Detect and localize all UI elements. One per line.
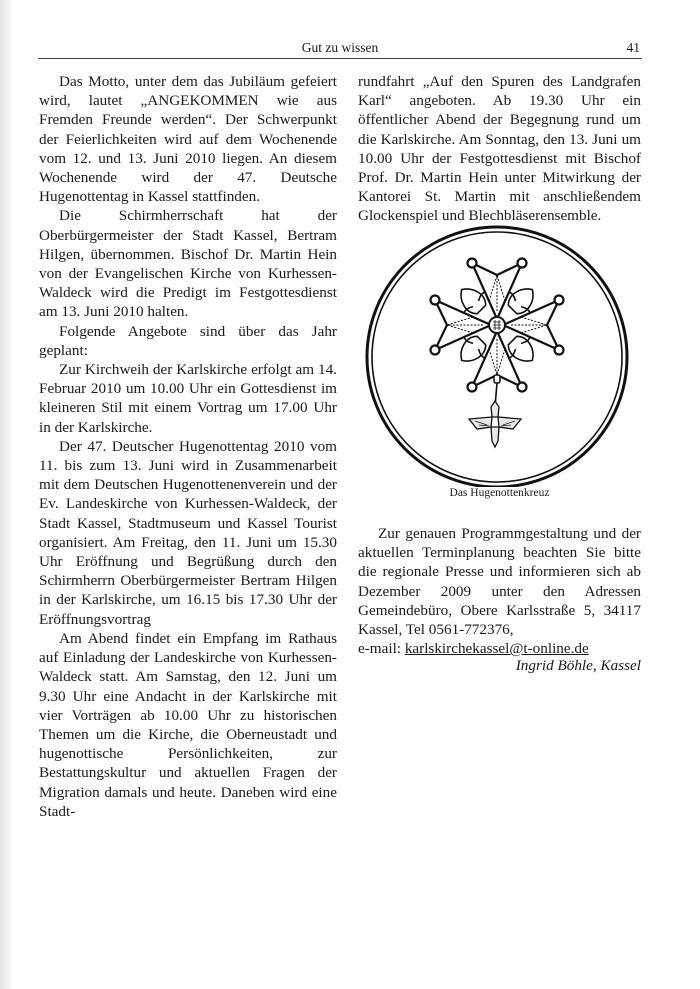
section-title: Gut zu wissen — [301, 40, 379, 55]
figure-huguenot-cross — [358, 225, 641, 510]
paragraph-hugenottentag: Der 47. Deutscher Hugenottentag 2010 vom 11. bis zum 13. Juni wird in Zusammenarbeit mit dem Deutschen Hugenottenenverein und der Ev. Landeskirche von Kurhessen-Waldeck, der Stadt Kassel, Stadtmuseum und Kassel Tourist organisiert. Am Freitag, den 11. Juni um 15.30 Uhr Eröffnung und Begrüßung durch den Schirmherrn Oberbürgermeister Bertram Hilgen in der Karlskirche, um 16.15 bis 17.30 Uhr der Eröffnungsvortrag — [39, 437, 337, 628]
email-label: e-mail: — [358, 640, 405, 658]
paragraph-motto: Das Motto, unter dem das Jubiläum gefeiert wird, lautet „ANGEKOMMEN wie aus Fremden Freunde werden“. Der Schwerpunkt der Feierlichkeiten wird auf dem Wochenende vom 12. und 13. Juni 2010 liegen. An diesem Wochenende wird der 47. Deutsche Hugenottentag in Kassel stattfinden. — [39, 73, 337, 206]
page-number: 41 — [626, 40, 640, 55]
paragraph-offers-intro: Folgende Angebote sind über das Jahr geplant: — [39, 322, 337, 359]
running-header — [38, 38, 642, 59]
left-column — [39, 72, 337, 821]
email-link[interactable]: karlskirchekassel@t-online.de — [404, 640, 589, 658]
paragraph-kirchweih: Zur Kirchweih der Karlskirche erfolgt am 14. Februar 2010 um 10.00 Uhr ein Gottesdienst im kleineren Stil mit einem Vortrag um 17.00 Uhr in der Karlskirche. — [39, 361, 337, 436]
contact-info — [358, 524, 641, 658]
figure-caption: Das Hugenottenkreuz — [449, 487, 550, 499]
paragraph-patronage: Die Schirmherrschaft hat der Oberbürgermeister der Stadt Kassel, Bertram Hilgen, übernommen. Bischof Dr. Martin Hein von der Evangelischen Kirche von Kurhessen-Waldeck wird die Predigt im Festgottesdienst am 13. Juni 2010 halten. — [39, 207, 337, 321]
author-signature: Ingrid Böhle, Kassel — [515, 657, 641, 674]
email-line — [358, 639, 641, 658]
paragraph-evening-program: Am Abend findet ein Empfang im Rathaus auf Einladung der Landeskirche von Kurhessen-Waldeck statt. Am Samstag, den 12. Juni um 9.30 Uhr eine Andacht in der Karlskirche mit vier Vorträgen ab 10.00 Uhr zu historischen Themen um die Kirche, die Oberneustadt und hugenottische Persönlichkeiten, zur Bestattungskultur und aktuellen Fragen der Migration damals und heute. Daneben wird eine Stadt- — [39, 629, 337, 820]
scan-edge-shadow — [0, 0, 14, 989]
huguenot-cross-icon — [358, 225, 641, 487]
paragraph-continuation: rundfahrt „Auf den Spuren des Landgrafen Karl“ angeboten. Ab 19.30 Uhr ein öffentlicher Abend der Begegnung rund um die Karlskirche. Am Sonntag, den 13. Juni um 10.00 Uhr der Festgottesdienst mit Bischof Prof. Dr. Martin Hein unter Mitwirkung der Kantorei St. Martin mit anschließendem Glockenspiel und Blechbläserensemble. — [358, 73, 641, 225]
right-column-top — [358, 72, 641, 226]
paragraph-contact: Zur genauen Programmgestaltung und der aktuellen Terminplanung beachten Sie bitte die regionale Presse und informieren sich ab Dezember 2009 unter den Adressen Gemeindebüro, Obere Karlsstraße 5, 34117 Kassel, Tel 0561-772376, — [358, 525, 641, 639]
